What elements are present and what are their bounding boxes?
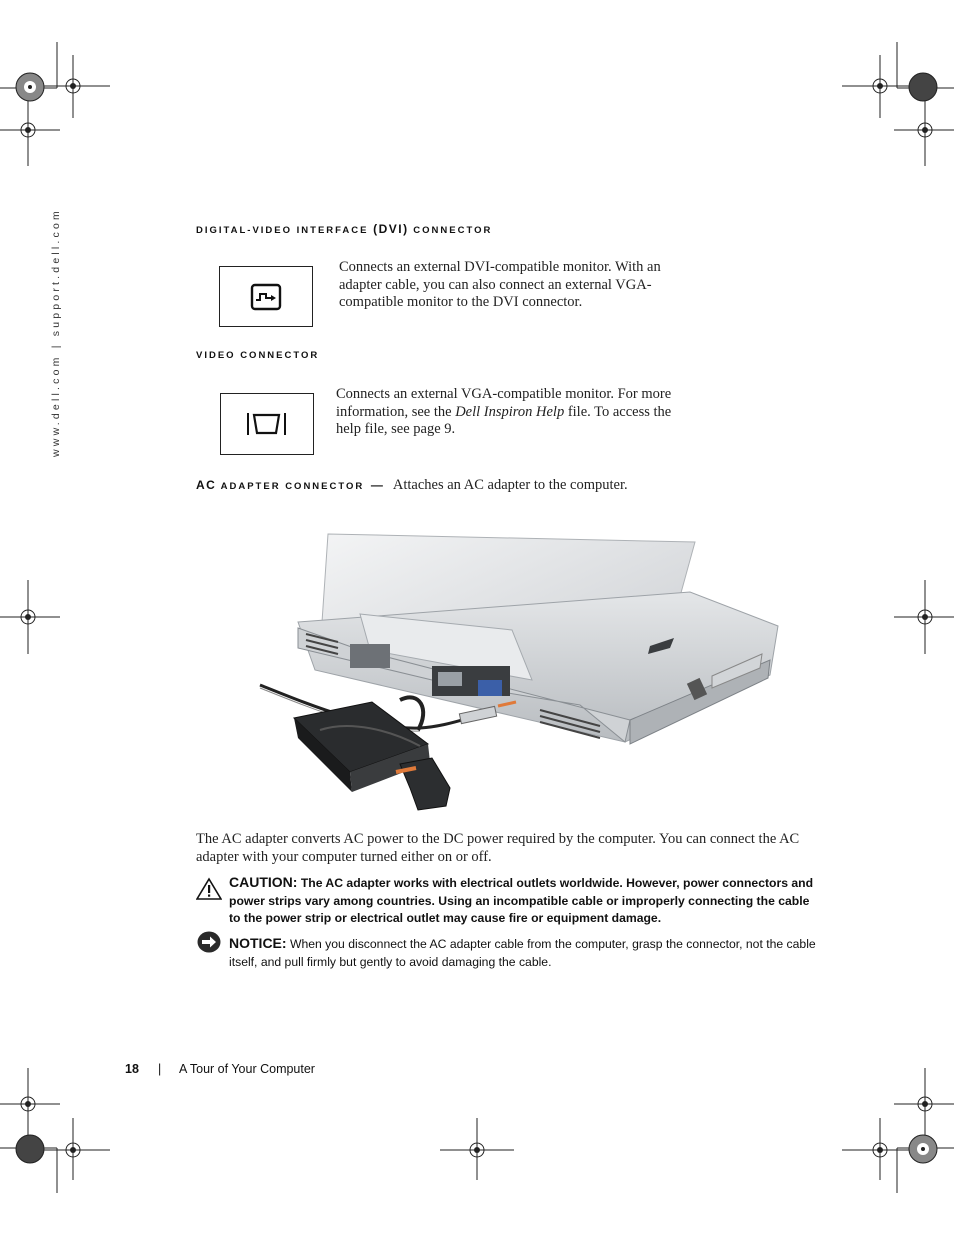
video-desc-part2: file. To access the help file, see page 9. — [336, 403, 672, 437]
notice-label: NOTICE: — [229, 935, 287, 951]
notice-text: When you disconnect the AC adapter cable from the computer, grasp the connector, not the cable itself, and pull firmly but gently to avoid damaging the cable. — [229, 937, 816, 969]
video-description — [336, 386, 681, 439]
video-desc-italic: Dell Inspiron Help — [455, 403, 565, 420]
ac-heading — [196, 478, 369, 492]
laptop-ac-adapter-illustration — [250, 530, 790, 815]
ac-heading-dash: — — [370, 478, 383, 492]
caution-text: The AC adapter works with electrical outlets worldwide. However, power connectors and power strips vary among countries. Using an incompatible cable or improperly connecting the cable to the power strip or electrical outlet may cause fire or equipment damage. — [229, 876, 814, 925]
dvi-connector-icon — [219, 266, 313, 327]
body-paragraph: The AC adapter converts AC power to the DC power required by the computer. You can connect the AC adapter with your computer turned either on or off. — [196, 831, 800, 865]
caution-triangle-icon — [196, 877, 222, 900]
video-icon-box — [220, 393, 314, 455]
dvi-heading-abbr: (DVI) — [373, 222, 409, 236]
video-connector-icon — [220, 393, 314, 455]
caution-label: CAUTION: — [229, 874, 298, 890]
ac-heading-rest: ADAPTER CONNECTOR — [220, 481, 365, 492]
dvi-icon-box — [219, 266, 313, 327]
ac-heading-text: Attaches an AC adapter to the computer. — [392, 477, 628, 493]
dvi-description: Connects an external DVI-compatible monitor. With an adapter cable, you can also connect an external VGA-compatible monitor to the DVI connector. — [339, 259, 661, 310]
ac-heading-abbr: AC — [196, 478, 217, 492]
dvi-heading-part2: CONNECTOR — [413, 225, 493, 236]
dvi-heading — [196, 222, 492, 236]
dvi-heading-part1: DIGITAL-VIDEO INTERFACE — [196, 225, 369, 236]
video-desc-part1: Connects an external VGA-compatible monitor. For more information, see the — [336, 386, 672, 420]
caution-note — [229, 874, 819, 928]
page-number: 18 — [125, 1062, 139, 1076]
side-url-text: www.dell.com | support.dell.com — [50, 208, 62, 457]
ac-heading-line — [196, 476, 628, 494]
footer-separator: | — [158, 1062, 162, 1076]
video-heading: VIDEO CONNECTOR — [196, 350, 320, 361]
notice-note — [229, 935, 819, 971]
notice-hand-icon — [197, 931, 221, 953]
footer-chapter: A Tour of Your Computer — [179, 1062, 315, 1076]
